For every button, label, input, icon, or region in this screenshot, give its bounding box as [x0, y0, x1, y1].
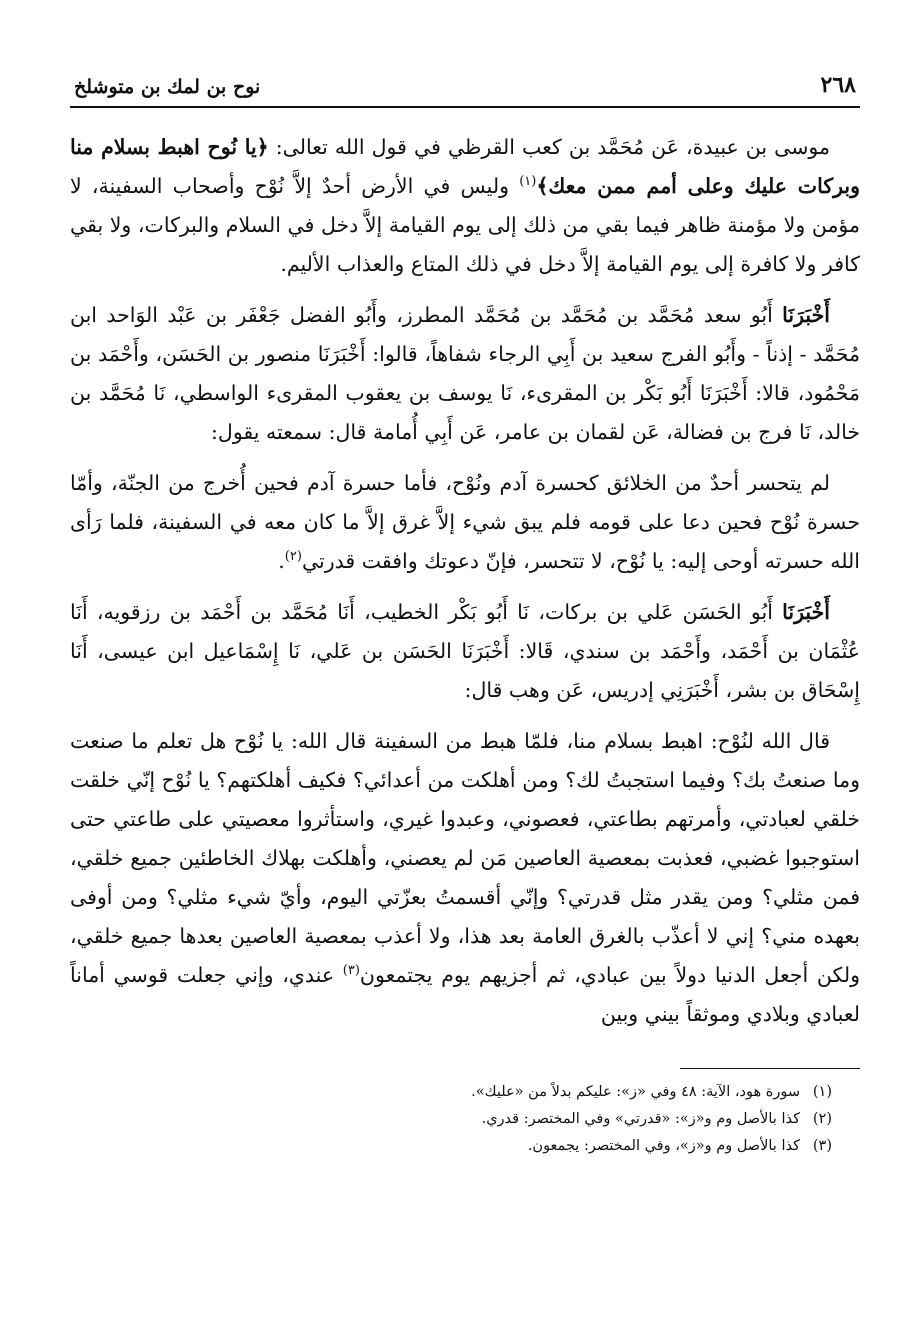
footnote-text: سورة هود، الآية: ٤٨ وفي «ز»: عليكم بدلاً من «عليك». [471, 1084, 800, 1100]
paragraph-1 [70, 128, 860, 284]
paragraph-text: عندي، وإني جعلت قوسي أماناً لعبادي وبلادي وموثقاً بيني وبين [70, 963, 860, 1026]
running-title: نوح بن لمك بن متوشلخ [74, 76, 261, 98]
page-number: ٢٦٨ [820, 72, 856, 98]
paragraph-text: أَبُو الحَسَن عَلي بن بركات، نَا أَبُو بَكْر الخطيب، أَنَا مُحَمَّد بن أَحْمَد بن رزقويه، أَنَا عُثْمَان بن أَحْمَد، وأَحْمَد بن سندي، قَالا: أَخْبَرَنَا الحَسَن بن عَلي، نَا إِسْمَاعيل ابن عيسى، أَنَا إِسْحَاق بن بشر، أَخْبَرَنِي إدريس، عَن وهب قال: [70, 600, 860, 702]
running-head [70, 62, 860, 108]
footnote-text: كذا بالأصل وم و«ز»: «قدرتي» وفي المختصر: قدري. [481, 1111, 800, 1127]
paragraph-4 [70, 593, 860, 710]
paragraph-text: قال الله لنُوْح: اهبط بسلام منا، فلمّا هبط من السفينة قال الله: يا نُوْح هل تعلم ما صنعت وما صنعتُ بك؟ وفيما استجبتُ لك؟ ومن أهلكت من أعدائي؟ فكيف أهلكتهم؟ يا نُوْح إنّي خلقت خلقي لعبادتي، وأمرتهم بطاعتي، فعصوني، وعبدوا غيري، واستأثروا معصيتي على طاعتي حتى استوجبوا غضبي، فعذبت بمعصية العاصين مَن لم يعصني، وأهلكت بهلاك الخاطئين جميع خلقي، فمن مثلي؟ ومن يقدر مثل قدرتي؟ وإنّي أقسمتُ بعزّتي اليوم، وأيّ شيء مثلي؟ ومن أوفى بعهده مني؟ إني لا أعذّب بالغرق العامة بعد هذا، ولا أعذب بمعصية العاصين بعدها جميع خلقي، ولكن أجعل الدنيا دولاً بين عبادي، ثم أجزيهم يوم يجتمعون [70, 729, 860, 987]
paragraph-5 [70, 722, 860, 1034]
footnote-ref: (٣) [342, 963, 360, 979]
paragraph-text: لم يتحسر أحدٌ من الخلائق كحسرة آدم ونُوْح، فأما حسرة آدم فحين أُخرج من الجنّة، وأمّا حسرة نُوْح فحين دعا على قومه فلم يبق شيء إلاَّ غرق إلاَّ ما كان معه في السفينة، فلما رَأى الله حسرته أوحى إليه: يا نُوْح، لا تتحسر، فإنّ دعوتك وافقت قدرتي [70, 471, 860, 573]
book-page [70, 62, 860, 1160]
quran-quote: ﴿يا نُوح اهبط بسلام منا وبركات عليك وعلى أمم ممن معك﴾ [70, 135, 860, 198]
footnote-3 [70, 1133, 832, 1160]
isnad-lead: أَخْبَرَنَا [782, 600, 830, 624]
footnotes [70, 1079, 860, 1160]
footnote-2 [70, 1106, 832, 1133]
paragraph-text: وليس في الأرض أحدٌ إلاَّ نُوْح وأصحاب السفينة، لا مؤمن ولا مؤمنة ظاهر فيما بقي من ذلك إلى يوم القيامة إلاَّ دخل في السلام والبركات، ولا بقي كافر ولا كافرة إلى يوم القيامة إلاَّ دخل في ذلك المتاع والعذاب الأليم. [70, 174, 860, 276]
footnote-number: (٣) [812, 1138, 832, 1154]
footnote-ref: (١) [519, 174, 537, 190]
paragraph-text: أَبُو سعد مُحَمَّد بن مُحَمَّد بن مُحَمَّد المطرز، وأَبُو الفضل جَعْفَر بن عَبْد الوَاحد ابن مُحَمَّد - إذناً - وأَبُو الفرج سعيد بن أَبِي الرجاء شفاهاً، قالوا: أَخْبَرَنَا منصور بن الحَسَن، وأَحْمَد بن مَحْمُود، قالا: أَخْبَرَنَا أَبُو بَكْر بن المقرىء، نَا يوسف بن يعقوب المقرىء الواسطي، نَا مُحَمَّد بن خالد، نَا فرج بن فضالة، عَن لقمان بن عامر، عَن أَبِي أُمامة قال: سمعته يقول: [70, 303, 860, 444]
paragraph-text: موسى بن عبيدة، عَن مُحَمَّد بن كعب القرظي في قول الله تعالى: [268, 135, 830, 159]
paragraph-2 [70, 296, 860, 452]
footnote-number: (١) [812, 1084, 832, 1100]
footnote-1 [70, 1079, 832, 1106]
footnote-divider [680, 1068, 860, 1069]
paragraph-3 [70, 464, 860, 581]
footnote-text: كذا بالأصل وم و«ز»، وفي المختصر: يجمعون. [527, 1138, 800, 1154]
paragraph-text: . [278, 549, 285, 573]
footnote-ref: (٢) [284, 549, 302, 565]
footnote-number: (٢) [812, 1111, 832, 1127]
isnad-lead: أَخْبَرَنَا [782, 303, 830, 327]
main-text [70, 128, 860, 1034]
